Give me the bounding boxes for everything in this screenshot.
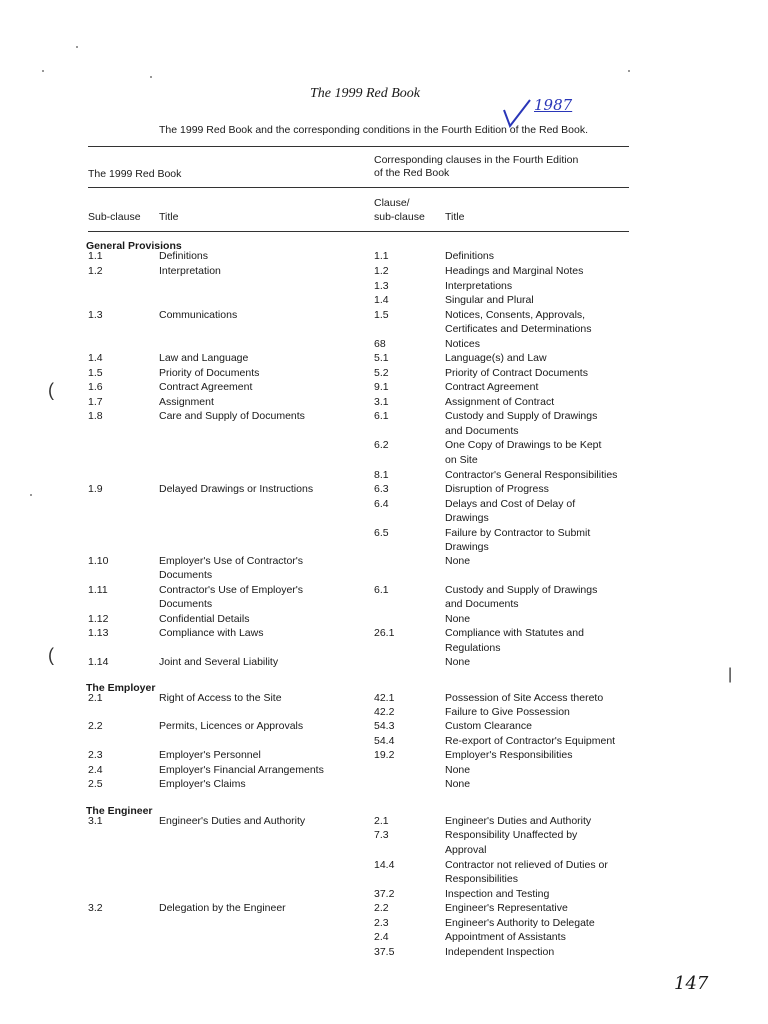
fourth-edition-clause-number: 6.5 xyxy=(374,527,389,539)
handwritten-annotation: 1987 xyxy=(534,96,573,114)
header-sub-clause: Sub-clause xyxy=(88,211,141,223)
fourth-edition-clause-title: and Documents xyxy=(445,425,519,437)
fourth-edition-clause-number: 1.2 xyxy=(374,265,389,277)
sub-clause-title: Engineer's Duties and Authority xyxy=(159,815,306,827)
fourth-edition-clause-number: 42.2 xyxy=(374,706,395,718)
sub-clause-title: Law and Language xyxy=(159,352,249,364)
fourth-edition-clause-title: Regulations xyxy=(445,642,501,654)
sub-clause-number: 1.2 xyxy=(88,265,103,277)
fourth-edition-clause-title: Possession of Site Access thereto xyxy=(445,692,604,704)
sub-clause-title: Interpretation xyxy=(159,265,221,277)
sub-clause-number: 2.2 xyxy=(88,720,103,732)
sub-clause-title: Definitions xyxy=(159,250,209,262)
fourth-edition-clause-title: Interpretations xyxy=(445,280,513,292)
fourth-edition-clause-number: 42.1 xyxy=(374,692,395,704)
sub-clause-number: 1.13 xyxy=(88,627,109,639)
fourth-edition-clause-title: Language(s) and Law xyxy=(445,352,547,364)
fourth-edition-clause-title: Failure to Give Possession xyxy=(445,706,570,718)
sub-clause-number: 1.7 xyxy=(88,396,103,408)
sub-clause-title: Documents xyxy=(159,598,213,610)
sub-clause-title: Care and Supply of Documents xyxy=(159,410,305,422)
fourth-edition-clause-title: One Copy of Drawings to be Kept xyxy=(445,439,602,451)
sub-clause-number: 3.2 xyxy=(88,902,103,914)
header-right-line2: of the Red Book xyxy=(374,167,450,179)
top-rule xyxy=(88,146,629,147)
header-clause-line1: Clause/ xyxy=(374,197,410,209)
fourth-edition-clause-number: 6.1 xyxy=(374,410,389,422)
fourth-edition-clause-number: 19.2 xyxy=(374,749,395,761)
fourth-edition-clause-number: 5.1 xyxy=(374,352,389,364)
sub-clause-title: Employer's Claims xyxy=(159,778,246,790)
scan-speck xyxy=(42,70,44,72)
fourth-edition-clause-number: 2.1 xyxy=(374,815,389,827)
sub-clause-number: 1.9 xyxy=(88,483,103,495)
fourth-edition-clause-title: Compliance with Statutes and xyxy=(445,627,584,639)
margin-mark-left-2: ( xyxy=(48,645,54,665)
sub-clause-title: Employer's Financial Arrangements xyxy=(159,764,324,776)
sub-clause-number: 1.6 xyxy=(88,381,103,393)
fourth-edition-clause-number: 2.4 xyxy=(374,931,389,943)
margin-mark-left-1: ( xyxy=(48,380,54,400)
fourth-edition-clause-number: 8.1 xyxy=(374,469,389,481)
fourth-edition-clause-title: Notices xyxy=(445,338,481,350)
fourth-edition-clause-title: None xyxy=(445,764,471,776)
scan-speck xyxy=(628,70,630,72)
section-general-provisions: General Provisions xyxy=(86,240,182,252)
fourth-edition-clause-title: Priority of Contract Documents xyxy=(445,367,588,379)
fourth-edition-clause-title: Drawings xyxy=(445,541,489,553)
sub-clause-number: 1.12 xyxy=(88,613,109,625)
fourth-edition-clause-title: Disruption of Progress xyxy=(445,483,549,495)
page-title: The 1999 Red Book xyxy=(309,86,421,101)
section-the-employer: The Employer xyxy=(86,682,156,694)
fourth-edition-clause-number: 6.4 xyxy=(374,498,389,510)
fourth-edition-clause-title: Contract Agreement xyxy=(445,381,539,393)
fourth-edition-clause-number: 68 xyxy=(374,338,386,350)
section-the-engineer: The Engineer xyxy=(86,805,153,817)
fourth-edition-clause-title: Engineer's Authority to Delegate xyxy=(445,917,595,929)
fourth-edition-clause-title: Contractor's General Responsibilities xyxy=(445,469,618,481)
sub-clause-title: Delayed Drawings or Instructions xyxy=(159,483,314,495)
header-title: Title xyxy=(159,211,179,223)
fourth-edition-clause-title: Contractor not relieved of Duties or xyxy=(445,859,608,871)
fourth-edition-clause-number: 6.1 xyxy=(374,584,389,596)
fourth-edition-clause-title: Employer's Responsibilities xyxy=(445,749,573,761)
header-right-line1: Corresponding clauses in the Fourth Edition xyxy=(374,154,579,166)
sub-clause-title: Documents xyxy=(159,569,213,581)
fourth-edition-clause-number: 54.4 xyxy=(374,735,395,747)
fourth-edition-clause-title: Drawings xyxy=(445,512,489,524)
fourth-edition-clause-title: Failure by Contractor to Submit xyxy=(445,527,591,539)
fourth-edition-clause-title: Approval xyxy=(445,844,487,856)
sub-clause-number: 1.3 xyxy=(88,309,103,321)
scan-speck xyxy=(76,46,78,48)
sub-clause-number: 2.4 xyxy=(88,764,103,776)
scan-speck xyxy=(150,76,152,78)
fourth-edition-clause-title: Responsibilities xyxy=(445,873,518,885)
header-clause-line2: sub-clause xyxy=(374,211,425,223)
sub-clause-title: Employer's Personnel xyxy=(159,749,261,761)
fourth-edition-clause-number: 14.4 xyxy=(374,859,395,871)
fourth-edition-clause-number: 6.3 xyxy=(374,483,389,495)
fourth-edition-clause-title: Certificates and Determinations xyxy=(445,323,592,335)
sub-clause-number: 3.1 xyxy=(88,815,103,827)
fourth-edition-clause-number: 1.5 xyxy=(374,309,389,321)
sub-clause-title: Confidential Details xyxy=(159,613,250,625)
sub-clause-title: Assignment xyxy=(159,396,214,408)
sub-clause-number: 1.4 xyxy=(88,352,103,364)
fourth-edition-clause-title: Custom Clearance xyxy=(445,720,532,732)
fourth-edition-clause-title: Assignment of Contract xyxy=(445,396,555,408)
sub-clause-title: Delegation by the Engineer xyxy=(159,902,286,914)
fourth-edition-clause-number: 3.1 xyxy=(374,396,389,408)
sub-clause-title: Permits, Licences or Approvals xyxy=(159,720,304,732)
sub-clause-number: 1.1 xyxy=(88,250,103,262)
fourth-edition-clause-title: Singular and Plural xyxy=(445,294,534,306)
scan-speck xyxy=(30,494,32,496)
fourth-edition-clause-title: and Documents xyxy=(445,598,519,610)
fourth-edition-clause-title: Appointment of Assistants xyxy=(445,931,566,943)
sub-clause-number: 1.14 xyxy=(88,656,109,668)
fourth-edition-clause-number: 54.3 xyxy=(374,720,395,732)
header-rule xyxy=(88,187,629,188)
sub-clause-number: 1.5 xyxy=(88,367,103,379)
sub-clause-title: Employer's Use of Contractor's xyxy=(159,555,304,567)
sub-clause-title: Priority of Documents xyxy=(159,367,260,379)
fourth-edition-clause-title: Notices, Consents, Approvals, xyxy=(445,309,586,321)
fourth-edition-clause-title: None xyxy=(445,778,471,790)
sub-clause-number: 2.5 xyxy=(88,778,103,790)
sub-clause-title: Right of Access to the Site xyxy=(159,692,282,704)
fourth-edition-clause-title: Independent Inspection xyxy=(445,946,555,958)
fourth-edition-clause-number: 9.1 xyxy=(374,381,389,393)
fourth-edition-clause-title: None xyxy=(445,613,471,625)
header-title-fourth-edition: Title xyxy=(445,211,465,223)
page-number: 147 xyxy=(674,973,709,994)
sub-clause-title: Compliance with Laws xyxy=(159,627,264,639)
fourth-edition-clause-number: 26.1 xyxy=(374,627,395,639)
fourth-edition-clause-number: 37.2 xyxy=(374,888,395,900)
sub-clause-title: Joint and Several Liability xyxy=(159,656,279,668)
fourth-edition-clause-number: 2.2 xyxy=(374,902,389,914)
fourth-edition-clause-number: 1.4 xyxy=(374,294,389,306)
sub-clause-number: 1.8 xyxy=(88,410,103,422)
fourth-edition-clause-number: 2.3 xyxy=(374,917,389,929)
header-left: The 1999 Red Book xyxy=(88,168,182,180)
fourth-edition-clause-title: Inspection and Testing xyxy=(445,888,550,900)
fourth-edition-clause-number: 5.2 xyxy=(374,367,389,379)
sub-clause-number: 2.1 xyxy=(88,692,103,704)
fourth-edition-clause-number: 37.5 xyxy=(374,946,395,958)
intro-text: The 1999 Red Book and the corresponding conditions in the Fourth Edition of the Red Book. xyxy=(159,124,589,136)
fourth-edition-clause-title: Engineer's Duties and Authority xyxy=(445,815,592,827)
fourth-edition-clause-title: Responsibility Unaffected by xyxy=(445,829,578,841)
sub-clause-title: Contractor's Use of Employer's xyxy=(159,584,304,596)
sub-clause-number: 1.11 xyxy=(88,584,108,596)
fourth-edition-clause-number: 7.3 xyxy=(374,829,389,841)
fourth-edition-clause-number: 6.2 xyxy=(374,439,389,451)
fourth-edition-clause-title: None xyxy=(445,656,471,668)
fourth-edition-clause-title: Re-export of Contractor's Equipment xyxy=(445,735,616,747)
fourth-edition-clause-title: on Site xyxy=(445,454,478,466)
column-header-rule xyxy=(88,231,629,232)
fourth-edition-clause-title: Engineer's Representative xyxy=(445,902,568,914)
fourth-edition-clause-title: None xyxy=(445,555,471,567)
fourth-edition-clause-title: Custody and Supply of Drawings xyxy=(445,584,598,596)
fourth-edition-clause-title: Delays and Cost of Delay of xyxy=(445,498,576,510)
sub-clause-number: 2.3 xyxy=(88,749,103,761)
fourth-edition-clause-title: Headings and Marginal Notes xyxy=(445,265,584,277)
fourth-edition-clause-number: 1.3 xyxy=(374,280,389,292)
fourth-edition-clause-title: Definitions xyxy=(445,250,495,262)
sub-clause-number: 1.10 xyxy=(88,555,109,567)
fourth-edition-clause-number: 1.1 xyxy=(374,250,389,262)
sub-clause-title: Communications xyxy=(159,309,238,321)
fourth-edition-clause-title: Custody and Supply of Drawings xyxy=(445,410,598,422)
margin-mark-right: | xyxy=(728,666,733,683)
sub-clause-title: Contract Agreement xyxy=(159,381,253,393)
